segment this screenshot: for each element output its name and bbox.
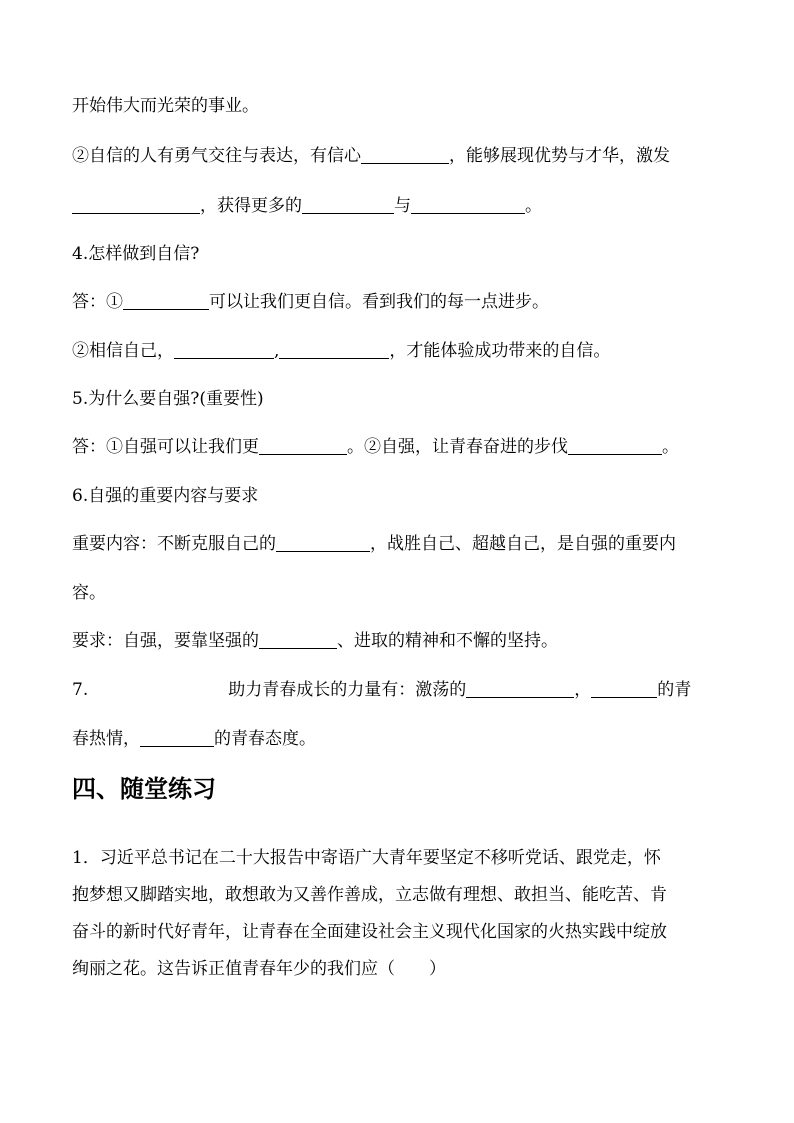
exercise-1-line-4: 绚丽之花。这告诉正值青春年少的我们应（ ） <box>72 959 446 979</box>
fill-blank[interactable] <box>279 340 389 359</box>
fill-blank[interactable] <box>72 195 200 214</box>
fill-blank[interactable] <box>591 679 657 698</box>
question-4-answer-2: ②相信自己， , ，才能体验成功带来的自信。 <box>72 341 611 361</box>
fill-blank[interactable] <box>568 436 662 455</box>
fill-blank[interactable] <box>361 145 449 164</box>
question-6-content-2: 容。 <box>72 583 106 603</box>
section-heading: 四、随堂练习 <box>72 775 216 803</box>
fill-blank[interactable] <box>174 340 274 359</box>
question-6-title: 6.自强的重要内容与要求 <box>72 486 259 506</box>
exercise-1-line-2: 抱梦想又脚踏实地，敢想敢为又善作善成，立志做有理想、敢担当、能吃苦、肯 <box>72 885 667 905</box>
question-6-requirement: 要求：自强，要靠坚强的 、进取的精神和不懈的坚持。 <box>72 631 558 651</box>
question-4-answer-1: 答：① 可以让我们更自信。看到我们的每一点进步。 <box>72 292 549 312</box>
fill-blank[interactable] <box>276 533 370 552</box>
question-7-line-1: 7. 助力青春成长的力量有：激荡的 ， 的青 <box>72 680 692 700</box>
question-6-content-1: 重要内容：不断克服自己的 ，战胜自己、超越自己，是自强的重要内 <box>72 534 676 554</box>
fill-blank[interactable] <box>466 679 574 698</box>
question-5-answer: 答：①自强可以让我们更 。②自强，让青春奋进的步伐 。 <box>72 437 679 457</box>
fill-blank[interactable] <box>259 630 337 649</box>
exercise-1-line-3: 奋斗的新时代好青年，让青春在全面建设社会主义现代化国家的火热实践中绽放 <box>72 922 667 942</box>
exercise-1-line-1: 1．习近平总书记在二十大报告中寄语广大青年要坚定不移听党话、跟党走，怀 <box>72 848 661 868</box>
question-5-title: 5.为什么要自强?(重要性) <box>72 389 264 409</box>
text-line-confidence-benefit-cont: ，获得更多的 与 。 <box>72 194 732 218</box>
text-line-continuation: 开始伟大而光荣的事业。 <box>72 96 259 116</box>
fill-blank[interactable] <box>140 728 214 747</box>
fill-blank[interactable] <box>123 291 209 310</box>
text-line-confidence-benefit: ②自信的人有勇气交往与表达，有信心 ，能够展现优势与才华，激发 <box>72 146 670 166</box>
question-4-title: 4.怎样做到自信? <box>72 244 200 264</box>
fill-blank[interactable] <box>259 436 347 455</box>
question-7-line-2: 春热情， 的青春态度。 <box>72 729 316 749</box>
fill-blank[interactable] <box>302 195 394 214</box>
fill-blank[interactable] <box>411 195 525 214</box>
